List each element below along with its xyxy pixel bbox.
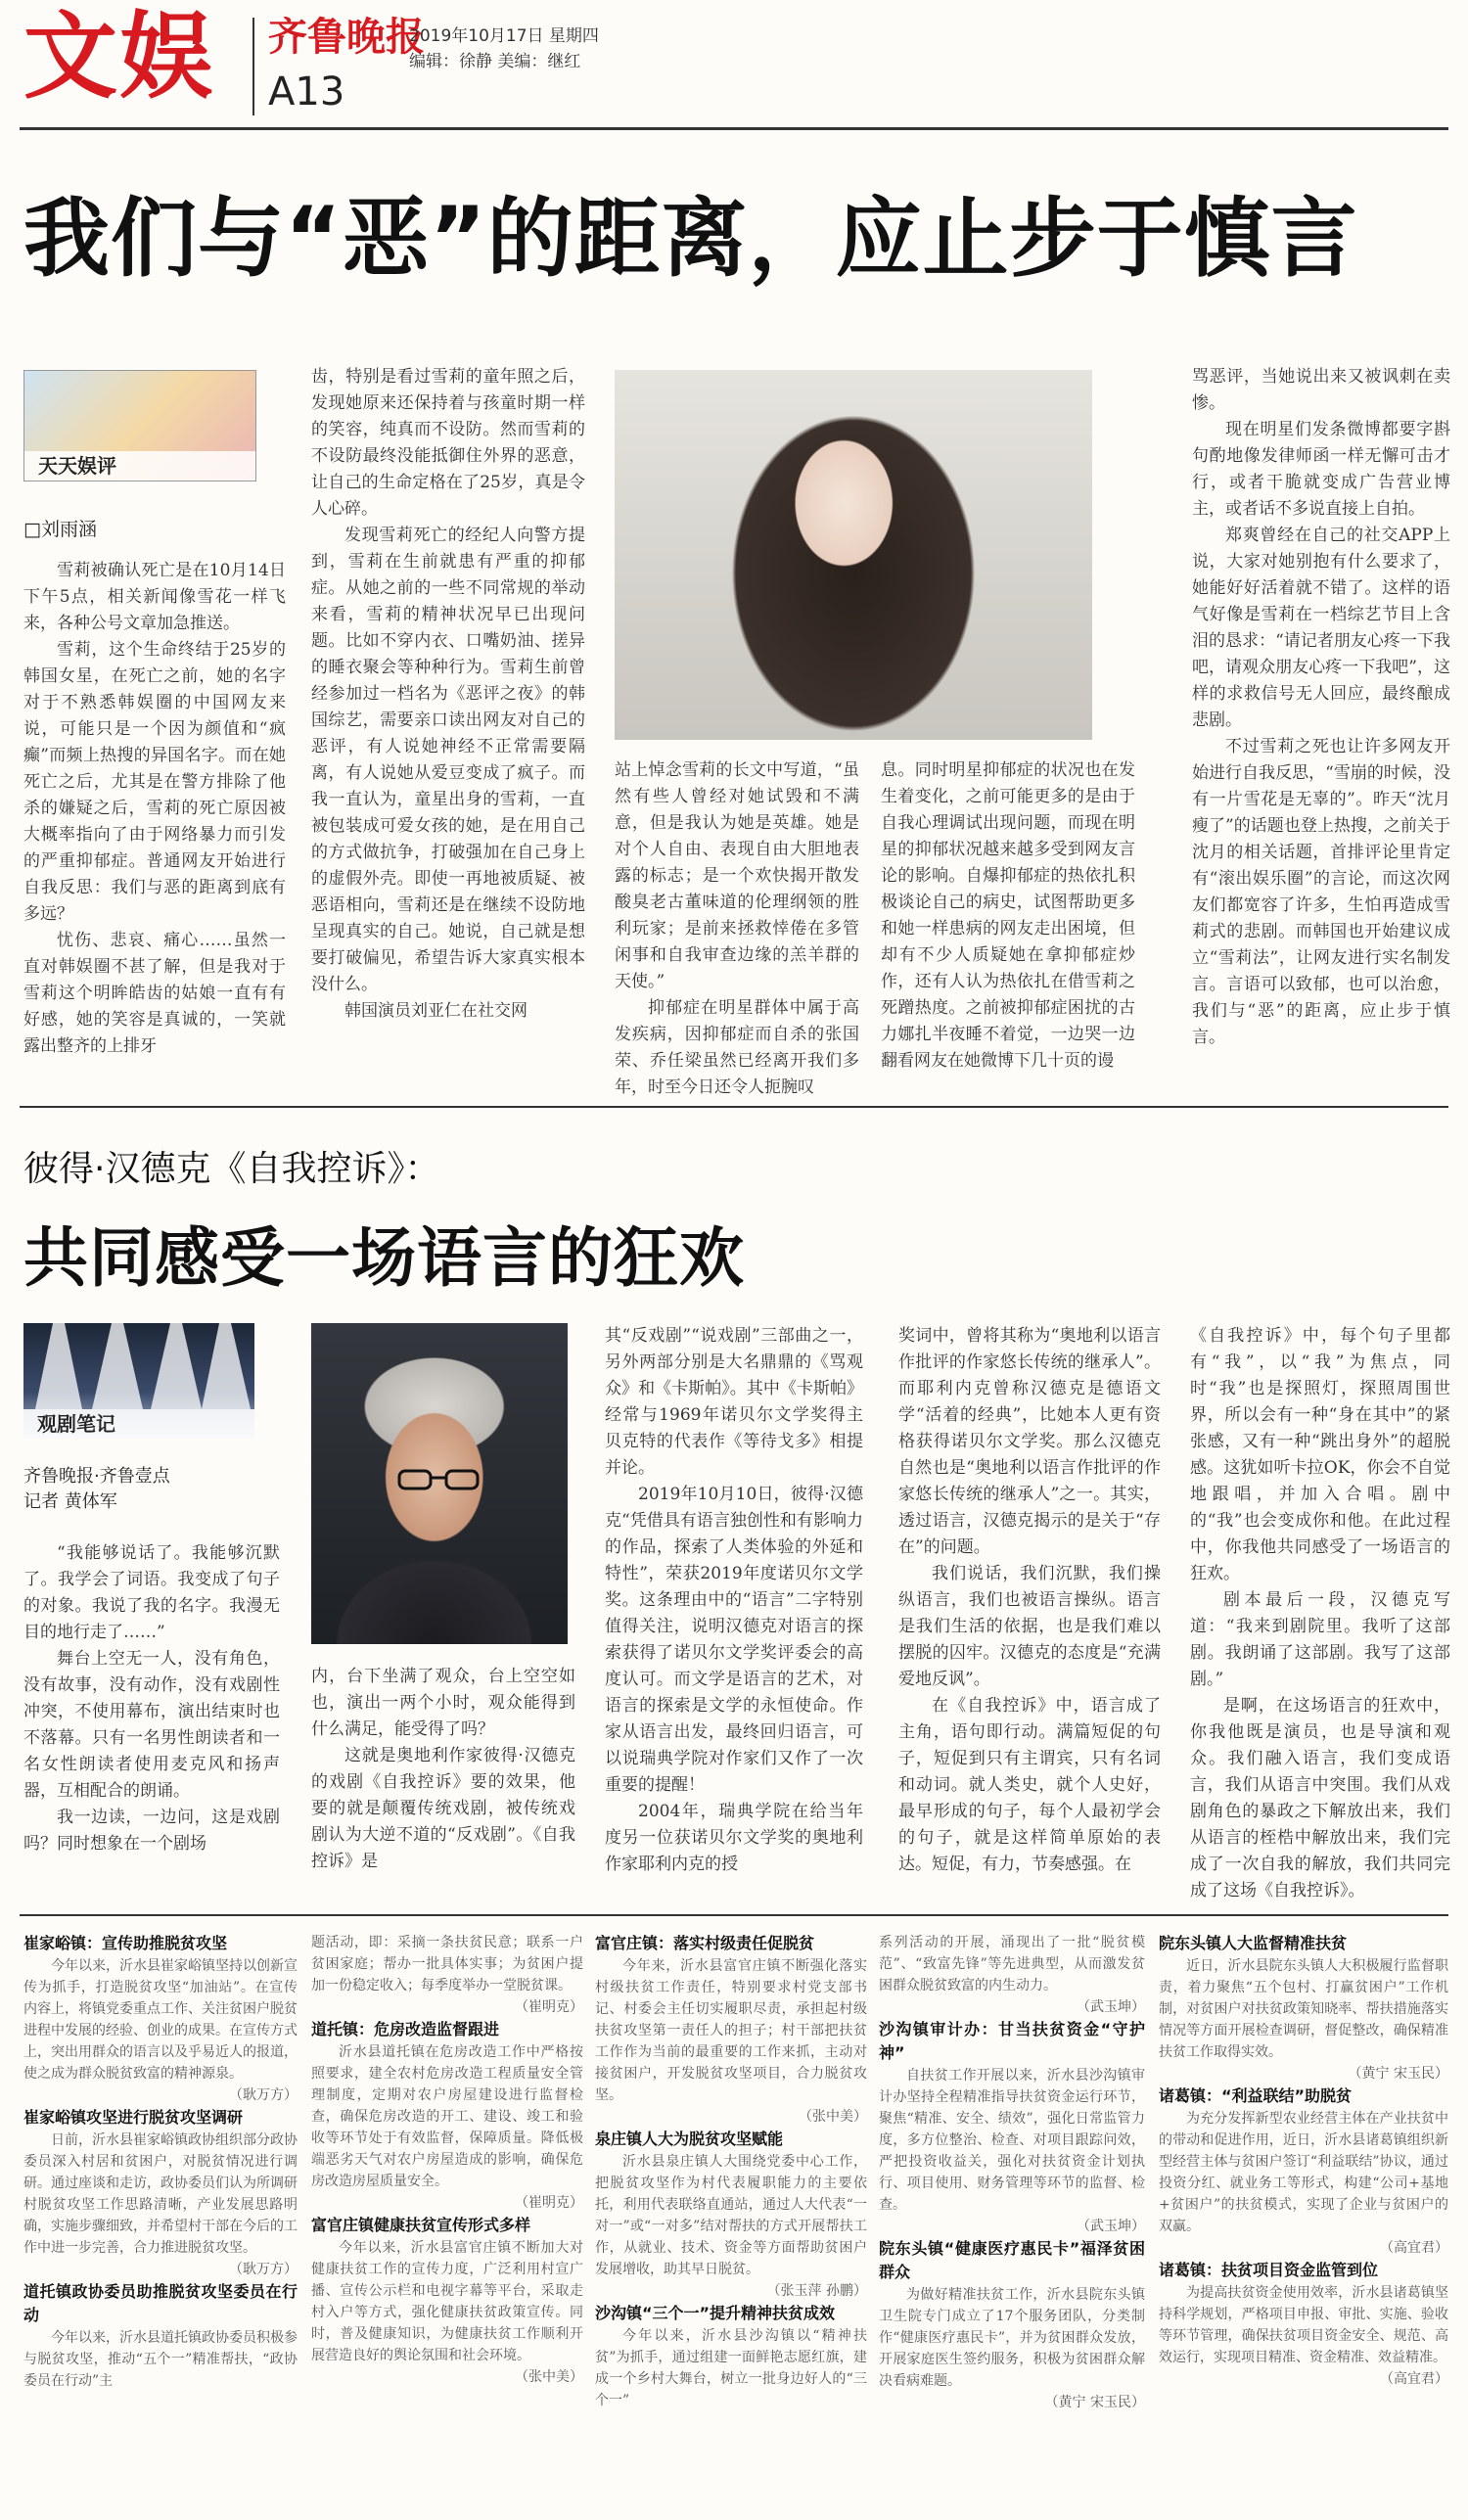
article1-byline: □刘雨涵	[23, 519, 97, 540]
article1-column-4: 息。同时明星抑郁症的状况也在发生着变化，之前可能更多的是由于自我心理调试出现问题，而现在明星的抑郁状况越来越多受到网友言论的影响。自爆抑郁症的热依扎积极谈论自己的病史，试图帮助更多和她一样患病的网友走出困境，但却有不少人质疑她在拿抑郁症炒作，还有人认为热依扎在借雪莉之死蹭热度。之前被抑郁症困扰的古力娜扎半夜睡不着觉，一边哭一边翻看网友在她微博下几十页的谩	[881, 760, 1135, 1071]
article2-column-5: 《自我控诉》中，每个句子里都有“我”，以“我”为焦点，同时“我”也是探照灯，探照周围世界，所以会有一种“身在其中”的紧张感，又有一种“跳出身外”的超脱感。这犹如听卡拉OK，你会不自觉地跟唱，并加入合唱。剧中的“我”也会变成你和他。在此过程中，你我他共同感受了一场语言的狂欢。 剧本最后一段，汉德克写道：“我来到剧院里。我听了这部剧。我朗诵了这部剧。我写了这部剧。” 是啊，在这场语言的狂欢中，你我他既是演员，也是导演和观众。我们融入语言，我们变成语言，我们从语言中突围。我们从戏剧角色的暴政之下解放出来，我们从语言的桎梏中解放出来，我们完成了一次自我的解放，我们共同完成了这场《自我控诉》。	[1190, 1326, 1450, 1901]
article1-column-1: 雪莉被确认死亡是在10月14日下午5点，相关新闻像雪花一样飞来，各种公号文章加急推送。 雪莉，这个生命终结于25岁的韩国女星，在死亡之前，她的名字对于不熟悉韩娱圈的中国网友来说，可能只是一个因为颜值和“疯癫”而频上热搜的异国名字。而在她死亡之后，尤其是在警方排除了他杀的嫌疑之后，雪莉的死亡原因被大概率指向了由于网络暴力而引发的严重抑郁症。普通网友开始进行自我反思：我们与恶的距离到底有多远？ 忧伤、悲哀、痛心……虽然一直对韩娱圈不甚了解，但是我对于雪莉这个明眸皓齿的姑娘一直有有好感，她的笑容是真诚的，一笑就露出整齐的上排牙	[23, 561, 286, 1056]
issue-date: 2019年10月17日 星期四	[409, 26, 599, 46]
article2-headline: 共同感受一场语言的狂欢	[23, 1220, 745, 1296]
section-name: 文娱	[23, 2, 215, 112]
column-label: 天天娱评	[24, 451, 255, 481]
column-logo-daily-review	[23, 370, 256, 481]
article1-column-5: 骂恶评，当她说出来又被讽刺在卖惨。 现在明星们发条微博都要字斟句酌地像发律师函一样无懈可击才行，或者干脆就变成广告营业博主，或者话不多说直接上自拍。 郑爽曾经在自己的社交APP上说，大家对她别抱有什么要求了，她能好好活着就不错了。这样的语气好像是雪莉在一档综艺节目上含泪的恳求：“请记者朋友心疼一下我吧，请观众朋友心疼一下我吧”，这样的求救信号无人回应，最终酿成悲剧。 不过雪莉之死也让许多网友开始进行自我反思，“雪崩的时候，没有一片雪花是无辜的”。昨天“沈月瘦了”的话题也登上热搜，之前关于沈月的相关话题，首排评论里肯定有“滚出娱乐圈”的言论，而这次网友们都宽容了许多，生怕再造成雪莉式的悲剧。而韩国也开始建议成立“雪莉法”，让网友进行实名制发言。言语可以致郁，也可以治愈，我们与“恶”的距离，应止步于慎言。	[1192, 367, 1450, 1047]
masthead-separator	[252, 18, 254, 115]
column-label: 观剧笔记	[23, 1409, 254, 1439]
photo-sulli	[615, 370, 1092, 740]
article2-column-3: 其“反戏剧”“说戏剧”三部曲之一，另外两部分别是大名鼎鼎的《骂观众》和《卡斯帕》。其中《卡斯帕》经常与1969年诺贝尔文学奖得主贝克特的代表作《等待戈多》相提并论。 2019年10月10日，彼得·汉德克“凭借具有语言独创性和有影响力的作品，探索了人类体验的外延和特性”，荣获2019年度诺贝尔文学奖。这条理由中的“语言”二字特别值得关注，说明汉德克对语言的探索获得了诺贝尔文学奖评委会的高度认可。而文学是语言的艺术，对语言的探索是文学的永恒使命。作家从语言出发，最终回归语言，可以说瑞典学院对作家们又作了一次重要的提醒！ 2004年，瑞典学院在给当年度另一位获诺贝尔文学奖的奥地利作家耶利内克的授	[605, 1326, 863, 1874]
article2-column-4: 奖词中，曾将其称为“奥地利以语言作批评的作家悠长传统的继承人”。而耶利内克曾称汉德克是德语文学“活着的经典”，比她本人更有资格获得诺贝尔文学奖。那么汉德克自然也是“奥地利以语言作批评的作家悠长传统的继承人”之一。其实，透过语言，汉德克揭示的是关于“存在”的问题。 我们说话，我们沉默，我们操纵语言，我们也被语言操纵。语言是我们生活的依据，也是我们难以摆脱的囚牢。汉德克的态度是“充满爱地反讽”。 在《自我控诉》中，语言成了主角，语句即行动。满篇短促的句子，短促到只有主谓宾，只有名词和动词。就人类史，就个人史好，最早形成的句子，每个人最初学会的句子，就是这样简单原始的表达。短促，有力，节奏感强。在	[898, 1326, 1161, 1874]
masthead-rule	[20, 127, 1448, 130]
photo-peter-handke	[311, 1323, 568, 1644]
section-divider	[20, 1106, 1448, 1108]
news-column-3: 富官庄镇：落实村级责任促脱贫 今年来，沂水县富官庄镇不断强化落实村级扶贫工作责任，特别要求村党支部书记、村委会主任切实履职尽责，承担起村级扶贫攻坚第一责任人的担子；村干部把扶贫工作作为当前的最重要的工作来抓，主动对接贫困户，开发脱贫攻坚项目，合力脱贫攻坚。 （张中美） 泉庄镇人大为脱贫攻坚赋能 沂水县泉庄镇人大围绕党委中心工作，把脱贫攻坚作为村代表履职能力的主要依托，利用代表联络直通站，通过人大代表“一对一”或“一对多”结对帮扶的方式开展帮扶工作，从就业、技术、资金等方面帮助贫困户发展增收，助其早日脱贫。 （张玉萍 孙鹏） 沙沟镇“三个一”提升精神扶贫成效 今年以来，沂水县沙沟镇以“精神扶贫”为抓手，通过组建一面鲜艳志愿红旗，建成一个乡村大舞台，树立一批身边好人的“三个一”	[595, 1934, 867, 2408]
article1-headline: 我们与“恶”的距离，应止步于慎言	[23, 188, 1358, 289]
news-column-5: 院东头镇人大监督精准扶贫 近日，沂水县院东头镇人大积极履行监督职责，着力聚焦“五个包村、打赢贫困户”工作机制，对贫困户对扶贫政策知晓率、帮扶措施落实情况等方面开展检查调研，督促整改，确保精准扶贫工作取得实效。 （黄宁 宋玉民） 诸葛镇：“利益联结”助脱贫 为充分发挥新型农业经营主体在产业扶贫中的带动和促进作用，近日，沂水县诸葛镇组织新型经营主体与贫困户签订“利益联结”协议，通过投资分红、就业务工等形式，构建“公司+基地+贫困户”的扶贫模式，实现了企业与贫困户的双赢。 （高宜君） 诸葛镇：扶贫项目资金监管到位 为提高扶贫资金使用效率，沂水县诸葛镇坚持科学规划，严格项目申报、审批、实施、验收等环节管理，确保扶贫项目资金安全、规范、高效运行，实现项目精准、资金精准、效益精准。 （高宜君）	[1159, 1934, 1448, 2387]
article2-column-2: 内，台下坐满了观众，台上空空如也，演出一两个小时，观众能得到什么满足，能受得了吗？ 这就是奥地利作家彼得·汉德克的戏剧《自我控诉》要的效果，他要的就是颠覆传统戏剧，被传统戏剧认为大逆不道的“反戏剧”。《自我控诉》是	[311, 1667, 575, 1871]
glasses-icon	[397, 1468, 480, 1491]
article2-column-1: “我能够说话了。我能够沉默了。我学会了词语。我变成了句子的对象。我说了我的名字。我漫无目的地行走了……” 舞台上空无一人，没有角色，没有故事，没有动作，没有戏剧性冲突，不使用幕布，演出结束时也不落幕。只有一名男性朗读者和一名女性朗读者使用麦克风和扬声器，互相配合的朗诵。 我一边读，一边问，这是戏剧吗？同时想象在一个剧场	[23, 1543, 280, 1854]
article2-byline-reporter: 记者 黄体军	[23, 1491, 117, 1512]
news-column-4: 系列活动的开展，涌现出了一批“脱贫模范”、“致富先锋”等先进典型，从而激发贫困群众脱贫致富的内生动力。 （武玉坤） 沙沟镇审计办：甘当扶贫资金“守护神” 自扶贫工作开展以来，沂水县沙沟镇审计办坚持全程精准指导扶贫资金运行环节，聚焦“精准、安全、绩效”，强化日常监管力度，多方位整治、检查、对项目跟踪问效，严把投资收益关，强化对扶贫资金计划执行、项目使用、财务管理等环节的监督、检查。 （武玉坤） 院东头镇“健康医疗惠民卡”福泽贫困群众 为做好精准扶贫工作，沂水县院东头镇卫生院专门成立了17个服务团队，分类制作“健康医疗惠民卡”，并为贫困群众发放，开展家庭医生签约服务，积极为贫困群众解决看病难题。 （黄宁 宋玉民）	[879, 1935, 1145, 2410]
editors: 编辑：徐静 美编：继红	[409, 52, 581, 71]
article2-byline-org: 齐鲁晚报·齐鲁壹点	[23, 1466, 170, 1487]
news-column-1: 崔家峪镇：宣传助推脱贫攻坚 今年以来，沂水县崔家峪镇坚持以创新宣传为抓手，打造脱贫攻坚“加油站”。在宣传内容上，将镇党委重点工作、关注贫困户脱贫进程中发展的经验、创业的成果。在宣传方式上，突出用群众的语言以及乎易近人的报道，使之成为群众脱贫致富的精神源泉。 （耿万方） 崔家峪镇攻坚进行脱贫攻坚调研 日前，沂水县崔家峪镇政协组织部分政协委员深入村居和贫困户，对脱贫情况进行调研。通过座谈和走访，政协委员们认为所调研村脱贫攻坚工作思路清晰，产业发展思路明确，实施步骤细致，并希望村干部在今后的工作中进一步完善，合力推进脱贫攻坚。 （耿万方） 道托镇政协委员助推脱贫攻坚委员在行动 今年以来，沂水县道托镇政协委员积极参与脱贫攻坚，推动“五个一”精准帮扶，“政协委员在行动”主	[23, 1934, 298, 2389]
news-divider	[20, 1914, 1448, 1916]
column-logo-theater-notes	[23, 1323, 254, 1439]
news-column-2: 题活动，即：采摘一条扶贫民意；联系一户贫困家庭；帮办一批具体实事；为贫困户提加一份稳定收入；每季度举办一堂脱贫课。 （崔明克） 道托镇：危房改造监督跟进 沂水县道托镇在危房改造工作中严格按照要求，建全农村危房改造工程质量安全管理制度，定期对农户房屋建设进行监督检查，确保危房改造的开工、建设、竣工和验收等环节处于有效监督，保障质量。降低极端恶劣天气对农户房屋造成的影响，确保危房改造房屋质量安全。 （崔明克） 富官庄镇健康扶贫宣传形式多样 今年以来，沂水县富官庄镇不断加大对健康扶贫工作的宣传力度，广泛利用村宣广播、宣传公示栏和电视字幕等平台，采取走村入户等方式，强化健康扶贫政策宣传。同时，普及健康知识，为健康扶贫工作顺利开展营造良好的舆论氛围和社会环境。 （张中美）	[311, 1935, 583, 2385]
article1-column-3: 站上悼念雪莉的长文中写道，“虽然有些人曾经对她试毁和不满意，但是我认为她是英雄。她是对个人自由、表现自由大胆地表露的标志；是一个欢快揭开散发酸臭老古董味道的伦理纲领的胜利玩家；是前来拯救悻倦在多管闲事和自我审查边缘的羔羊群的天使。” 抑郁症在明星群体中属于高发疾病，因抑郁症而自杀的张国荣、乔任梁虽然已经离开我们多年，时至今日还令人扼腕叹	[615, 760, 859, 1097]
stage-lights-icon	[23, 1323, 254, 1409]
paper-name: 齐鲁晚报	[268, 14, 425, 60]
article2-kicker: 彼得·汉德克《自我控诉》：	[23, 1149, 440, 1189]
page-number: A13	[268, 69, 345, 115]
article1-column-2: 齿，特别是看过雪莉的童年照之后，发现她原来还保持着与孩童时期一样的笑容，纯真而不设防。然而雪莉的不设防最终没能抵御住外界的恶意，让自己的生命定格在了25岁，真是令人心碎。 发现雪莉死亡的经纪人向警方提到，雪莉在生前就患有严重的抑郁症。从她之前的一些不同常规的举动来看，雪莉的精神状况早已出现问题。比如不穿内衣、口嘴奶油、搓异的睡衣聚会等种种行为。雪莉生前曾经参加过一档名为《恶评之夜》的韩国综艺，需要亲口读出网友对自己的恶评，有人说她神经不正常需要隔离，有人说她从爱豆变成了疯子。而我一直认为，童星出身的雪莉，一直被包装成可爱女孩的她，是在用自己的方式做抗争，打破强加在自己身上的虚假外壳。即使一再地被质疑、被恶语相向，雪莉还是在继续不设防地呈现真实的自己。她说，自己就是想要打破偏见，希望告诉大家真实根本没什么。 韩国演员刘亚仁在社交网	[311, 367, 585, 1021]
